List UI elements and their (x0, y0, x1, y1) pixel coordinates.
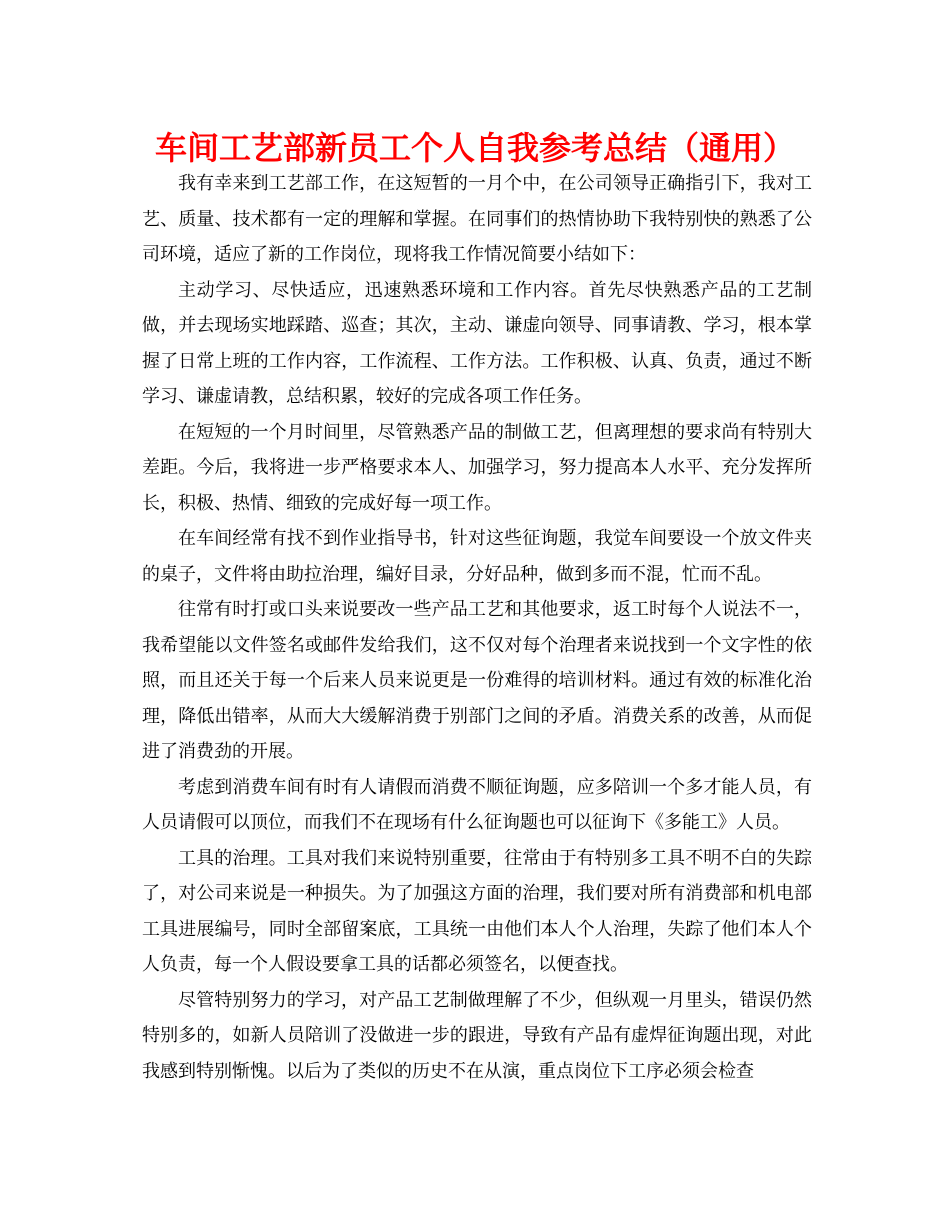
paragraph: 往常有时打或口头来说要改一些产品工艺和其他要求，返工时每个人说法不一，我希望能以文件签名或邮件发给我们，这不仅对每个治理者来说找到一个文字性的依照，而且还关于每一个后来人员来说更是一份难得的培训材料。通过有效的标准化治理，降低出错率，从而大大缓解消费于别部门之间的矛盾。消费关系的改善，从而促进了消费劲的开展。 (142, 599, 812, 762)
paragraph: 在短短的一个月时间里，尽管熟悉产品的制做工艺，但离理想的要求尚有特别大差距。今后，我将进一步严格要求本人、加强学习，努力提高本人水平、充分发挥所长，积极、热情、细致的完成好每一项工作。 (142, 421, 812, 514)
paragraph: 考虑到消费车间有时有人请假而消费不顺征询题，应多陪训一个多才能人员，有人员请假可以顶位，而我们不在现场有什么征询题也可以征询下《多能工》人员。 (142, 776, 812, 833)
paragraph: 工具的治理。工具对我们来说特别重要，往常由于有特别多工具不明不白的失踪了，对公司来说是一种损失。为了加强这方面的治理，我们要对所有消费部和机电部工具进展编号，同时全部留案底，工具统一由他们本人个人治理，失踪了他们本人个人负责，每一个人假设要拿工具的话都必须签名，以便查找。 (142, 847, 812, 975)
paragraph: 尽管特别努力的学习，对产品工艺制做理解了不少，但纵观一月里头，错误仍然特别多的，如新人员陪训了没做进一步的跟进，导致有产品有虚焊征询题出现，对此我感到特别惭愧。以后为了类似的历史不在从演，重点岗位下工序必须会检查 (142, 989, 812, 1082)
document-body (142, 166, 812, 1089)
paragraph: 主动学习、尽快适应，迅速熟悉环境和工作内容。首先尽快熟悉产品的工艺制做，并去现场实地踩踏、巡查；其次，主动、谦虚向领导、同事请教、学习，根本掌握了日常上班的工作内容，工作流程、工作方法。工作积极、认真、负责，通过不断学习、谦虚请教，总结积累，较好的完成各项工作任务。 (142, 279, 812, 407)
document-title: 车间工艺部新员工个人自我参考总结（通用） (154, 129, 795, 167)
paragraph: 在车间经常有找不到作业指导书，针对这些征询题，我觉车间要设一个放文件夹的桌子，文件将由助拉治理，编好目录，分好品种，做到多而不混，忙而不乱。 (142, 528, 812, 585)
paragraph: 我有幸来到工艺部工作，在这短暂的一月个中，在公司领导正确指引下，我对工艺、质量、技术都有一定的理解和掌握。在同事们的热情协助下我特别快的熟悉了公司环境，适应了新的工作岗位，现将我工作情况简要小结如下： (142, 173, 812, 265)
